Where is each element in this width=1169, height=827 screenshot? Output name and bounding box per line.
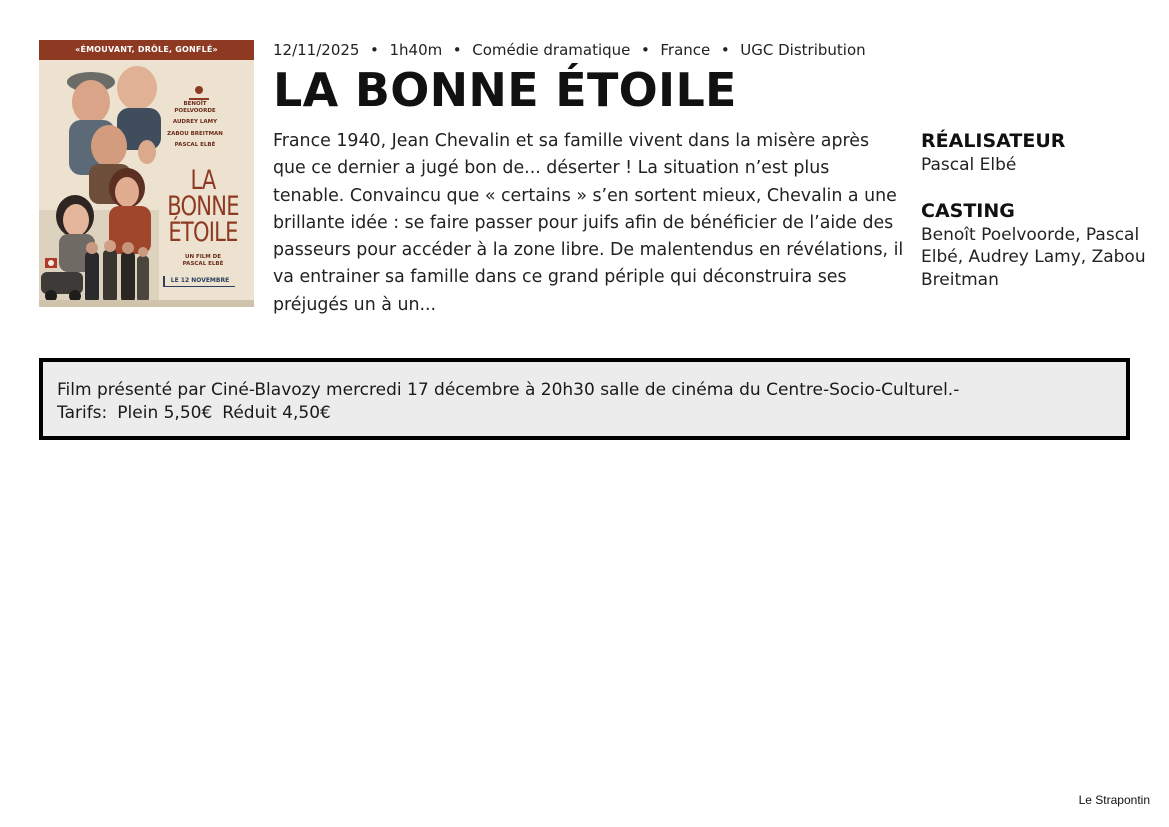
meta-separator: • <box>452 41 462 59</box>
meta-separator: • <box>370 41 379 59</box>
meta-separator: • <box>720 41 730 59</box>
credits-spacer <box>921 177 1146 198</box>
movie-poster <box>39 40 254 307</box>
genre: Comédie dramatique <box>472 41 631 59</box>
poster-banner <box>39 40 254 60</box>
poster-actor-credits <box>167 101 223 154</box>
credits-column <box>921 128 1146 291</box>
poster-title-line-2: BONNE <box>167 191 239 222</box>
film-meta <box>273 40 866 60</box>
film-synopsis: France 1940, Jean Chevalin et sa famille vivent dans la misère après que ce dernier a jugé bon de... déserter ! La situation n’est plus tenable. Convaincu que « certains » s’en sortent mieux, Chevalin a une brillante idée : se faire passer pour juifs afin de bénéficier de l’aide des passeurs pour accéder à la zone libre. De malentendus en révélations, il va entrainer sa famille dans ce grand périple qui déconstruira ses préjugés un à un... <box>273 131 904 315</box>
poster-byline <box>163 254 243 267</box>
poster-actor-3: ZABOU BREITMAN <box>167 130 223 137</box>
pricing-line <box>57 402 1112 425</box>
full-price: Plein 5,50€ <box>117 403 213 423</box>
poster-title-line-3: ÉTOILE <box>168 217 238 248</box>
release-date: 12/11/2025 <box>273 41 360 59</box>
poster-title <box>166 165 241 248</box>
director-heading: RÉALISATEUR <box>921 130 1066 152</box>
meta-separator: • <box>640 41 650 59</box>
poster-byline-line-1: UN FILM DE <box>184 254 221 260</box>
poster-byline-line-2: PASCAL ELBÉ <box>182 260 224 267</box>
director-name: Pascal Elbé <box>921 155 1017 175</box>
film-title: LA BONNE ÉTOILE <box>273 63 737 117</box>
tarifs-label: Tarifs: <box>57 403 108 423</box>
distributor: UGC Distribution <box>740 41 866 59</box>
casting-list: Benoît Poelvoorde, Pascal Elbé, Audrey Lamy, Zabou Breitman <box>921 224 1146 290</box>
poster-release-date: LE 12 NOVEMBRE <box>163 276 235 287</box>
reduced-price: Réduit 4,50€ <box>222 403 331 423</box>
country: France <box>660 41 711 59</box>
poster-tagline: «ÉMOUVANT, DRÔLE, GONFLÉ» <box>75 45 218 54</box>
screening-details: Film présenté par Ciné-Blavozy mercredi 17 décembre à 20h30 salle de cinéma du Centre-Socio-Culturel.- <box>57 380 960 400</box>
poster-title-line-1: LA <box>190 165 216 196</box>
footer-brand: Le Strapontin <box>1078 793 1150 807</box>
duration: 1h40m <box>389 41 443 59</box>
casting-heading: CASTING <box>921 199 1015 222</box>
poster-actor-2: AUDREY LAMY <box>172 119 218 125</box>
poster-actor-1: BENOÎT POELVOORDE <box>174 101 216 114</box>
screening-info-box <box>39 358 1130 440</box>
poster-actor-4: PASCAL ELBÉ <box>174 142 216 148</box>
